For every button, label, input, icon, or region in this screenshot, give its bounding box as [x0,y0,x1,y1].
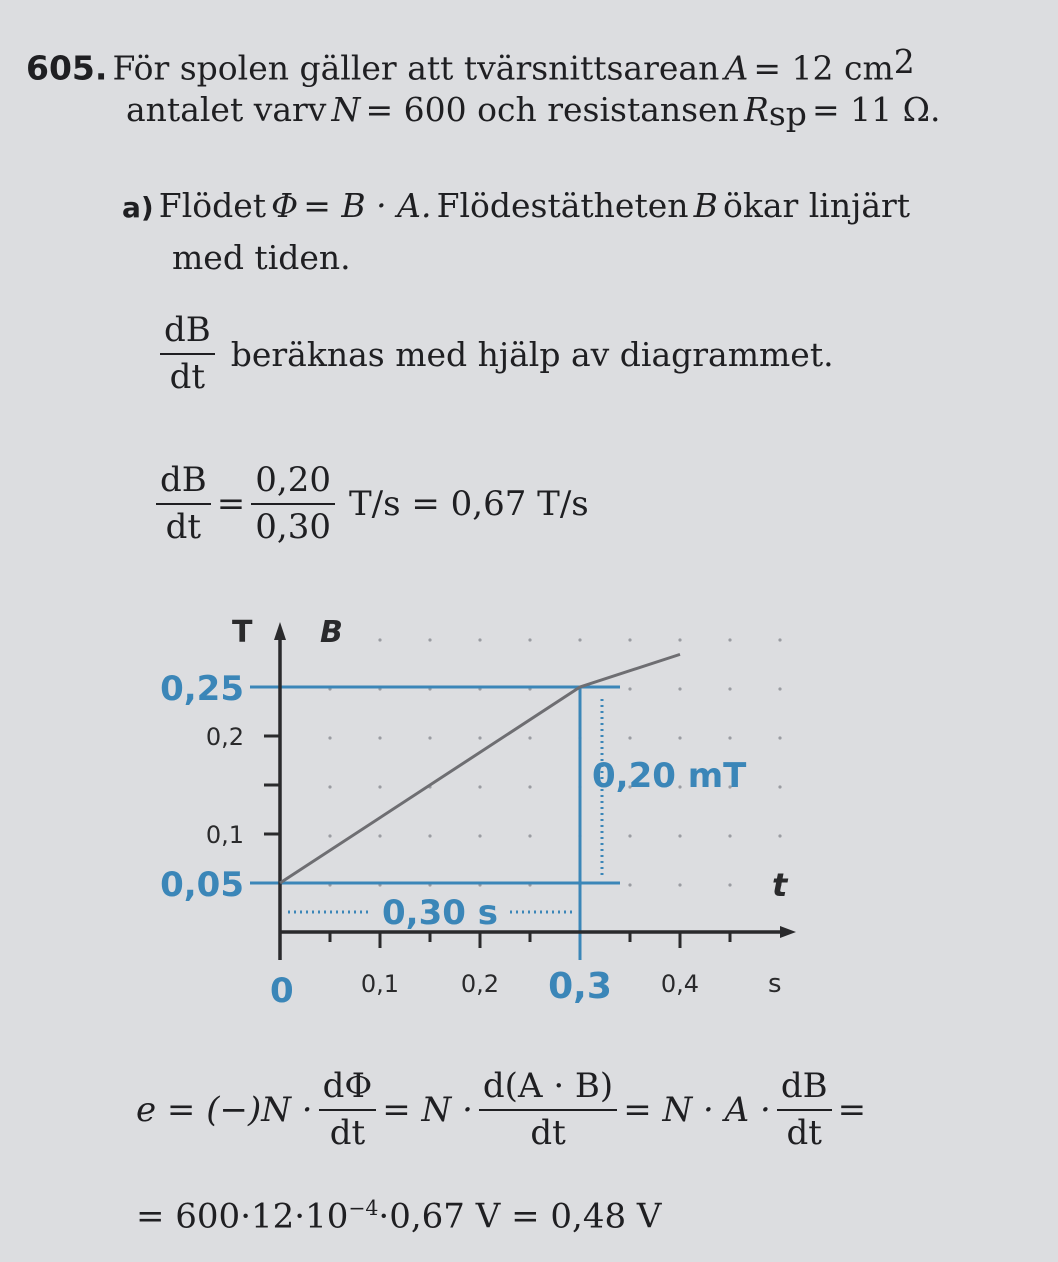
grid-dot [478,638,481,641]
resistance-value: = 11 Ω. [811,90,941,129]
grid-dot [778,687,781,690]
grid-dot [528,736,531,739]
delta-y-label: 0,20 mT [592,756,747,796]
dbdt-eq-denominator: dt [165,507,202,548]
grid-dot [378,834,381,837]
x-tick-label: 0,1 [360,970,400,998]
y-tick-label: 0,1 [205,821,244,849]
emf-end: = [837,1090,867,1131]
y-unit-label: T [232,615,253,650]
dbdt-denominator: dt [169,357,206,398]
dbdt-eq-sign: = [216,484,246,525]
turns-symbol: N [331,90,361,129]
emf-fraction-1 [319,1068,377,1153]
grid-dot [328,736,331,739]
grid-dot [728,638,731,641]
grid-dot [678,736,681,739]
emf-mid: = N · [382,1090,473,1131]
emf-fraction-3 [777,1068,832,1153]
emf-result-2: ·0,67 V = 0,48 V [378,1196,662,1237]
dbdt-equation [156,462,589,547]
chart-labels [160,615,789,1011]
flux-symbol: Φ [271,186,299,225]
x-mark-label: 0,3 [548,966,612,1007]
emf-f2-denominator: dt [530,1113,566,1154]
emf-mid-2: = N · A · [623,1090,771,1131]
grid-dot [778,834,781,837]
area-value: = 12 cm [753,48,894,88]
x-tick-label: 0,4 [660,970,700,998]
dbdt-sentence-text: beräknas med hjälp av diagrammet. [230,334,834,374]
grid-dot [628,883,631,886]
emf-fraction-2 [479,1068,617,1153]
flux-equation: = B · A. [303,186,432,225]
grid-dot [678,687,681,690]
grid-dot [628,834,631,837]
values-denominator: 0,30 [255,507,331,548]
part-a-text-2: Flödestätheten [436,186,689,225]
grid-dot [428,834,431,837]
emf-f1-denominator: dt [329,1113,366,1154]
b-symbol: B [693,186,718,225]
x-unit-label: s [768,969,782,999]
dbdt-eq-fraction [156,462,211,547]
delta-x-label: 0,30 s [382,893,498,933]
x-axis-arrow [780,926,796,938]
y-axis-arrow [274,622,286,640]
grid-dot [678,638,681,641]
values-numerator: 0,20 [251,462,335,505]
values-fraction [251,462,335,547]
x-name-label: t [772,866,788,904]
problem-text-2: antalet varv [126,90,327,129]
grid-dot [378,785,381,788]
part-a-text-3: ökar linjärt [722,186,911,225]
grid-dot [328,785,331,788]
emf-f3-denominator: dt [786,1113,822,1154]
part-a-line-2: med tiden. [172,238,351,277]
grid-dot [728,883,731,886]
dbdt-eq-numerator: dB [156,462,211,505]
emf-lhs: e = (−)N · [136,1090,313,1131]
emf-f1-numerator: dΦ [319,1068,377,1111]
area-exponent: 2 [893,42,915,81]
resistance-subscript: sp [768,94,807,134]
grid-dot [678,883,681,886]
grid-dot [528,638,531,641]
problem-line-1 [26,42,915,87]
dbdt-sentence [160,312,834,397]
grid-dot [428,736,431,739]
grid-dot [428,638,431,641]
grid-dot [678,834,681,837]
grid-dot [528,834,531,837]
part-a-label: a) [122,191,154,224]
grid-dot [528,785,531,788]
grid-dot [478,834,481,837]
area-symbol: A [724,48,749,88]
problem-text-1: För spolen gäller att tvärsnittsarean [112,48,720,88]
y-low-label: 0,05 [160,865,244,905]
grid-dot [628,736,631,739]
problem-number: 605. [26,48,108,88]
emf-result-exponent: −4 [348,1196,379,1220]
problem-line-2 [126,90,940,133]
y-high-label: 0,25 [160,669,244,709]
grid-dot [728,687,731,690]
grid-dot [478,785,481,788]
grid-dot [778,785,781,788]
dbdt-numerator: dB [160,312,215,355]
resistance-symbol: R [743,90,769,129]
emf-result-1: = 600·12·10 [136,1196,349,1237]
part-a-line-1 [122,186,910,225]
grid-dot [728,834,731,837]
part-a-text-1: Flödet [158,186,267,225]
origin-label: 0 [270,971,294,1011]
grid-dot [328,834,331,837]
dbdt-result: T/s = 0,67 T/s [348,484,589,525]
emf-equation [136,1068,866,1153]
grid-dot [778,736,781,739]
x-tick-label: 0,2 [460,970,500,998]
y-name-label: B [320,615,343,650]
grid-dot [378,638,381,641]
grid-dot [778,638,781,641]
dbdt-fraction [160,312,215,397]
emf-result-line [136,1196,661,1236]
grid-dot [478,736,481,739]
emf-f2-numerator: d(A · B) [479,1068,617,1111]
grid-dot [378,736,381,739]
grid-dot [628,638,631,641]
y-tick-label: 0,2 [205,723,244,751]
emf-f3-numerator: dB [777,1068,832,1111]
turns-value: = 600 och resistansen [365,90,739,129]
grid-dot [578,638,581,641]
grid-dot [728,736,731,739]
b-vs-t-chart [130,600,830,1020]
grid-dot [628,687,631,690]
